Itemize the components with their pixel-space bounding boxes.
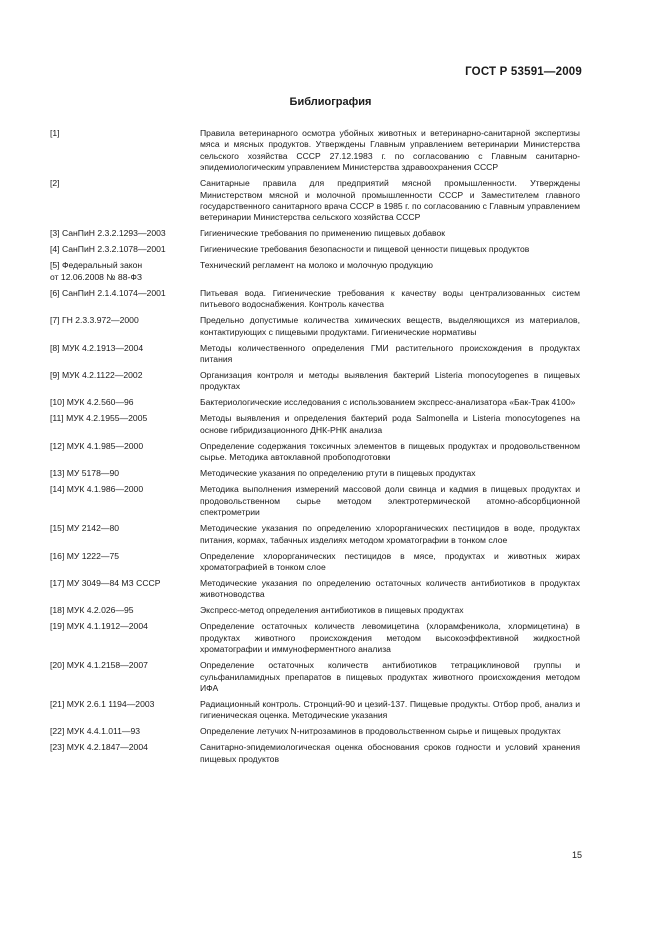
entry-text: Методы количественного определения ГМИ растительного происхождения в продуктах питания: [200, 342, 580, 365]
entry-text: Предельно допустимые количества химических веществ, выделяющихся из материалов, контактирующих с пищевыми продуктами. Гигиенические нормативы: [200, 315, 580, 337]
entry-reference: [9] МУК 4.2.1122—2002: [50, 370, 143, 381]
bibliography-entry: [50, 413, 580, 436]
entry-reference: [5] Федеральный закон от 12.06.2008 № 88-ФЗ: [50, 260, 143, 282]
entry-reference: [12] МУК 4.1.985—2000: [50, 440, 144, 451]
entry-reference: [18] МУК 4.2.026—95: [50, 605, 134, 616]
entry-text: Технический регламент на молоко и молочную продукцию: [200, 260, 433, 271]
bibliography-list: [50, 128, 580, 770]
entry-reference: [16] МУ 1222—75: [50, 550, 119, 561]
entry-reference: [23] МУК 4.2.1847—2004: [50, 742, 148, 753]
entry-text: Методы выявления и определения бактерий рода Salmonella и Listeria monocytogenes на основе гибридизационного ДНК-РНК анализа: [200, 413, 580, 435]
bibliography-entry: [50, 551, 580, 574]
entry-text: Методика выполнения измерений массовой доли свинца и кадмия в пищевых продуктах и продовольственном сырье методом электротермической атомно-абсорбционной спектрометрии: [200, 484, 580, 518]
bibliography-entry: [50, 343, 580, 366]
entry-text: Санитарно-эпидемиологическая оценка обоснования сроков годности и условий хранения пищевых продуктов: [200, 742, 580, 764]
entry-reference: [20] МУК 4.1.2158—2007: [50, 660, 148, 671]
bibliography-entry: [50, 315, 580, 338]
bibliography-entry: [50, 370, 580, 393]
bibliography-entry: [50, 726, 580, 737]
entry-text: Гигиенические требования безопасности и пищевой ценности пищевых продуктов: [200, 244, 530, 255]
entry-reference: [11] МУК 4.2.1955—2005: [50, 413, 148, 424]
bibliography-entry: [50, 441, 580, 464]
entry-text: Методические указания по определению хлорорганических пестицидов в воде, продуктах питания, кормах, табачных изделиях методом хроматографии в тонком слое: [200, 523, 580, 545]
entry-reference: [17] МУ 3049—84 МЗ СССР: [50, 577, 161, 588]
entry-reference: [21] МУК 2.6.1 1194—2003: [50, 698, 155, 709]
bibliography-entry: [50, 742, 580, 765]
entry-reference: [6] СанПиН 2.1.4.1074—2001: [50, 287, 166, 298]
entry-text: Санитарные правила для предприятий мясной промышленности. Утверждены Министерством мясной и молочной промышленности СССР и Заместителем главного государственного санитарного врача СССР в 1985 г. по согласованию с Главным управлением ветеринарии Министерства сельского хозяйства СССР: [200, 178, 580, 223]
page-number: 15: [571, 850, 582, 860]
document-header: ГОСТ Р 53591—2009: [465, 66, 582, 78]
entry-text: Бактериологические исследования с использованием экспресс-анализатора «Бак-Трак 4100»: [200, 397, 576, 408]
entry-text: Определение хлорорганических пестицидов в мясе, продуктах и животных жирах хроматографией в тонком слое: [200, 550, 580, 572]
entry-reference: [10] МУК 4.2.560—96: [50, 397, 134, 408]
entry-text: Экспресс-метод определения антибиотиков в пищевых продуктах: [200, 605, 464, 616]
bibliography-entry: [50, 288, 580, 311]
bibliography-entry: [50, 244, 580, 255]
entry-reference: [8] МУК 4.2.1913—2004: [50, 342, 144, 353]
entry-reference: [4] СанПиН 2.3.2.1078—2001: [50, 244, 166, 255]
entry-text: Методические указания по определению ртути в пищевых продуктах: [200, 468, 476, 479]
entry-text: Правила ветеринарного осмотра убойных животных и ветеринарно-санитарной экспертизы мяса и мясных продуктов. Утверждены Главным управлением ветеринарии Министерства сельского хозяйства СССР 27.12.1983 г. по согласованию с Главным санитарно-эпидемиологическим управлением Министерства здравоохранения СССР: [200, 128, 580, 173]
entry-text: Определение содержания токсичных элементов в пищевых продуктах и продовольственном сырье. Методика автоклавной пробоподготовки: [200, 440, 580, 463]
entry-text: Радиационный контроль. Стронций-90 и цезий-137. Пищевые продукты. Отбор проб, анализ и гигиеническая оценка. Методические указания: [200, 698, 580, 721]
entry-text: Питьевая вода. Гигиенические требования к качеству воды централизованных систем питьевого водоснабжения. Контроль качества: [200, 287, 580, 310]
entry-reference: [7] ГН 2.3.3.972—2000: [50, 315, 139, 326]
bibliography-entry: [50, 397, 580, 408]
entry-text: Определение остаточных количеств антибиотиков тетрациклиновой группы и сульфаниламидных препаратов в пищевых продуктах животного происхождения методом ИФА: [200, 660, 580, 693]
entry-reference: [13] МУ 5178—90: [50, 468, 119, 479]
bibliography-entry: [50, 128, 580, 174]
entry-text: Гигиенические требования по применению пищевых добавок: [200, 228, 446, 239]
section-title: Библиография: [289, 96, 372, 108]
bibliography-entry: [50, 468, 580, 479]
bibliography-entry: [50, 699, 580, 722]
entry-reference: [19] МУК 4.1.1912—2004: [50, 621, 148, 632]
entry-text: Определение остаточных количеств левомицетина (хлорамфеникола, хлормицетина) в продуктах животного происхождения методом высокоэффективной жидкостной хроматографии и иммуноферментного анализа: [200, 621, 580, 655]
bibliography-entry: [50, 260, 580, 283]
entry-reference: [1]: [50, 128, 60, 138]
bibliography-entry: [50, 228, 580, 239]
bibliography-entry: [50, 660, 580, 694]
bibliography-entry: [50, 523, 580, 546]
entry-reference: [22] МУК 4.4.1.011—93: [50, 726, 141, 737]
entry-reference: [3] СанПиН 2.3.2.1293—2003: [50, 228, 166, 239]
entry-reference: [14] МУК 4.1.986—2000: [50, 484, 144, 495]
bibliography-entry: [50, 178, 580, 224]
entry-text: Организация контроля и методы выявления бактерий Listeria monocytogenes в пищевых продуктах: [200, 370, 580, 392]
bibliography-entry: [50, 484, 580, 518]
bibliography-entry: [50, 621, 580, 655]
entry-reference: [15] МУ 2142—80: [50, 523, 119, 534]
bibliography-entry: [50, 578, 580, 601]
bibliography-entry: [50, 605, 580, 616]
entry-text: Определение летучих N-нитрозаминов в продовольственном сырье и пищевых продуктах: [200, 726, 561, 737]
entry-text: Методические указания по определению остаточных количеств антибиотиков в продуктах животноводства: [200, 577, 580, 600]
entry-reference: [2]: [50, 178, 60, 189]
